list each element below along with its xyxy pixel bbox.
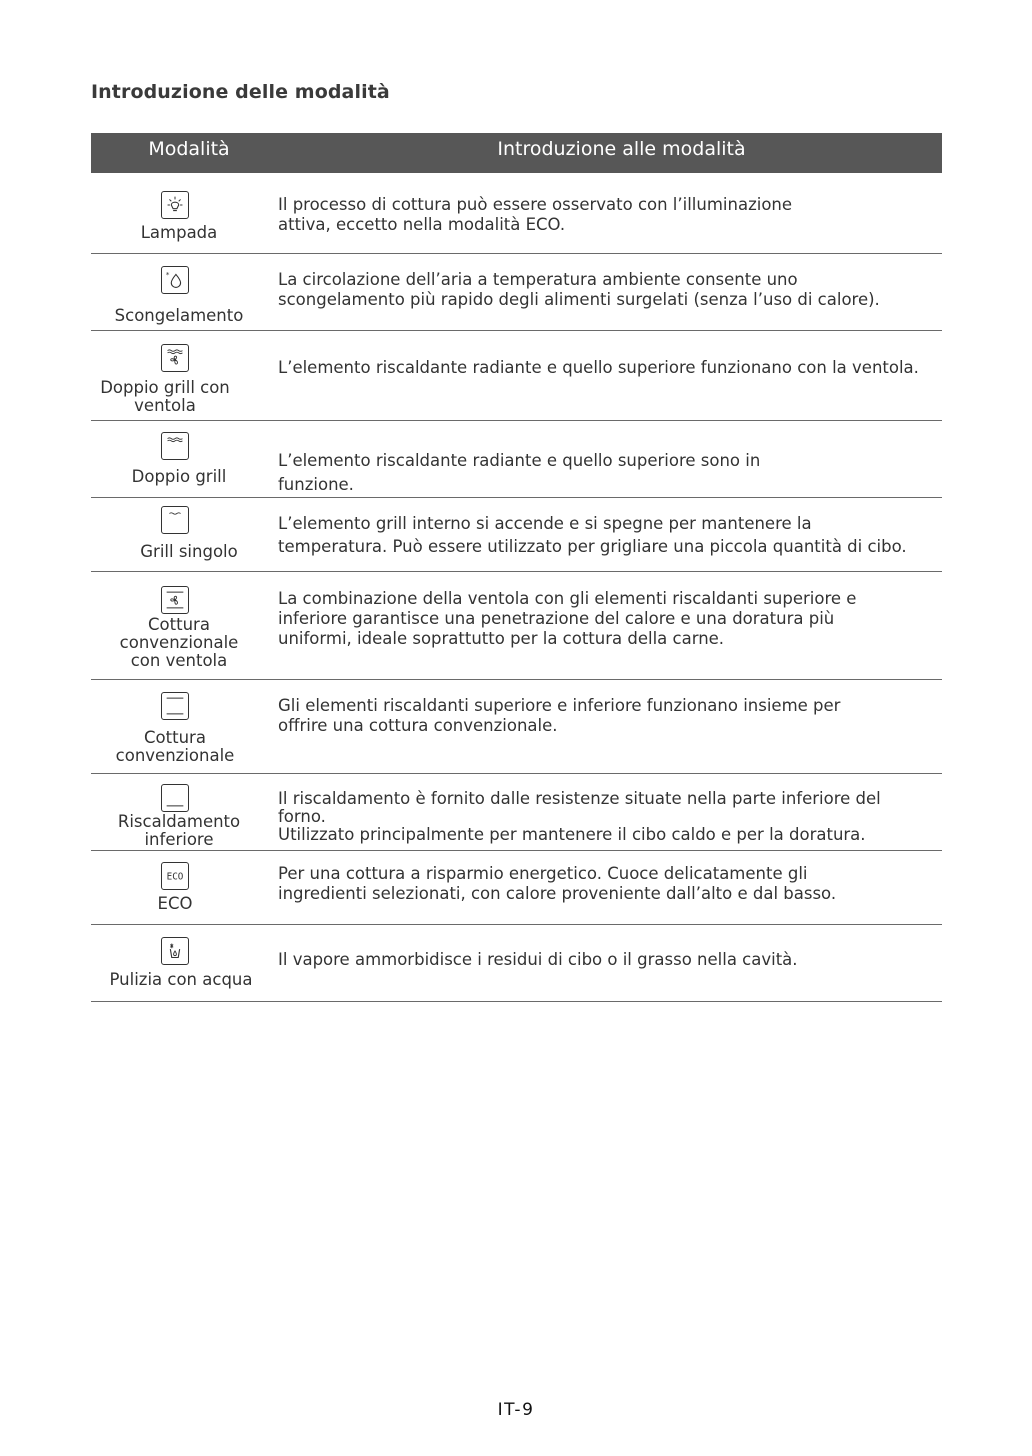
eco-icon-text: ECO: [166, 871, 184, 883]
mode-cell: [91, 851, 271, 924]
mode-label: Lampada: [140, 223, 218, 242]
mode-cell: [91, 925, 271, 1001]
mode-label: Pulizia con acqua: [109, 970, 253, 989]
mode-label: ECO: [157, 894, 193, 913]
mode-cell: [91, 680, 271, 773]
mode-cell: [91, 421, 271, 497]
table-row: [91, 572, 942, 680]
mode-description: L’elemento grill interno si accende e si spegne per mantenere la temperatura. Può essere utilizzato per grigliare una piccola quantità di cibo.: [278, 514, 907, 556]
table-row: [91, 925, 942, 1002]
fan-conventional-icon: [161, 586, 189, 614]
eco-icon: [161, 862, 189, 890]
mode-label: Doppio grill: [131, 467, 227, 486]
mode-cell: [91, 254, 271, 330]
mode-description: L’elemento riscaldante radiante e quello superiore funzionano con la ventola.: [278, 358, 919, 377]
mode-description: Il vapore ammorbidisce i residui di cibo o il grasso nella cavità.: [278, 950, 798, 969]
single-grill-icon: [161, 506, 189, 534]
table-row: [91, 680, 942, 774]
mode-cell: [91, 774, 271, 850]
mode-description: Per una cottura a risparmio energetico. Cuoce delicatamente gli ingredienti selezionati, con calore proveniente dall’alto e dal basso.: [278, 864, 837, 903]
table-row: [91, 774, 942, 851]
defrost-icon: [161, 266, 189, 294]
double-grill-icon: [161, 432, 189, 460]
page-number: IT-9: [497, 1400, 535, 1420]
mode-cell: [91, 498, 271, 571]
mode-description: Il processo di cottura può essere osservato con l’illuminazione attiva, eccetto nella modalità ECO.: [278, 195, 793, 234]
table-row: [91, 173, 942, 254]
mode-description: La combinazione della ventola con gli elementi riscaldanti superiore e inferiore garantisce una penetrazione del calore e una doratura più uniformi, ideale soprattutto per la cottura della carne.: [278, 589, 857, 648]
table-row: [91, 498, 942, 572]
section-title: Introduzione delle modalità: [91, 81, 390, 103]
header-intro: Introduzione alle modalità: [497, 138, 746, 160]
mode-label: Cottura convenzionale con ventola: [119, 615, 239, 670]
mode-cell: [91, 173, 271, 253]
mode-label: Riscaldamento inferiore: [117, 812, 241, 849]
table-row: [91, 331, 942, 421]
modes-table: [91, 133, 942, 1002]
mode-description: L’elemento riscaldante radiante e quello superiore sono in funzione.: [278, 451, 761, 494]
mode-label: Doppio grill con ventola: [100, 378, 230, 415]
mode-description: Gli elementi riscaldanti superiore e inferiore funzionano insieme per offrire una cottura convenzionale.: [278, 696, 841, 735]
mode-label: Grill singolo: [140, 542, 238, 561]
fan-double-grill-icon: [161, 344, 189, 372]
water-clean-icon: [161, 937, 189, 965]
bottom-heat-icon: [161, 784, 189, 812]
mode-cell: [91, 331, 271, 420]
mode-cell: [91, 572, 271, 679]
mode-label: Cottura convenzionale: [115, 728, 235, 765]
mode-label: Scongelamento: [114, 306, 244, 325]
table-row: [91, 421, 942, 498]
conventional-icon: [161, 692, 189, 720]
mode-description: La circolazione dell’aria a temperatura ambiente consente uno scongelamento più rapido degli alimenti surgelati (senza l’uso di calore).: [278, 270, 880, 309]
lamp-icon: [161, 191, 189, 219]
svg-text:*: *: [165, 270, 170, 280]
mode-description: Il riscaldamento è fornito dalle resistenze situate nella parte inferiore del forno. Utilizzato principalmente per mantenere il cibo caldo e per la doratura.: [278, 789, 881, 844]
table-header: [91, 133, 942, 173]
table-row: [91, 851, 942, 925]
header-mode: Modalità: [148, 138, 230, 160]
table-row: [91, 254, 942, 331]
